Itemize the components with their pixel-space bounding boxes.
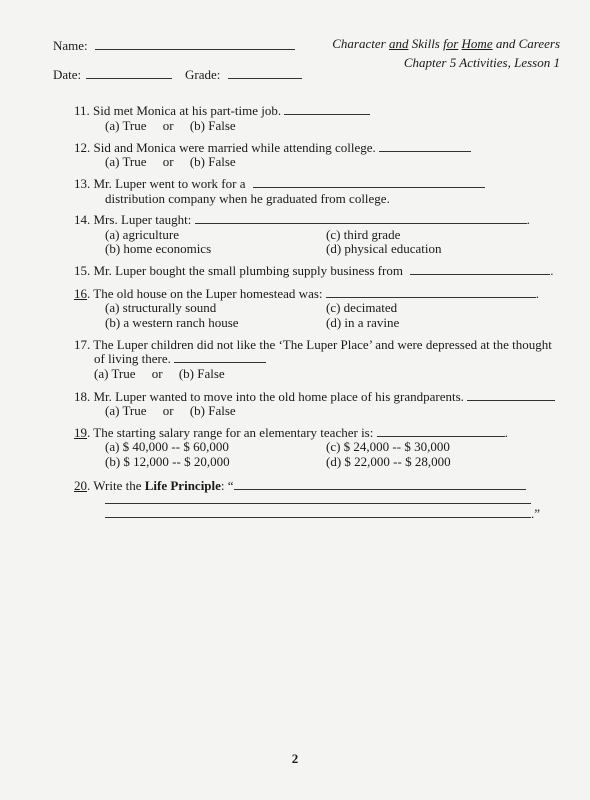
book-title	[332, 36, 560, 51]
question-12-options[interactable]: (a) True or (b) False	[105, 154, 236, 169]
question-11-options[interactable]: (a) True or (b) False	[105, 118, 236, 133]
book-title-word: Home	[461, 36, 493, 51]
question-text: . Write the	[87, 478, 142, 493]
question-20	[74, 478, 526, 493]
question-number: 11.	[74, 103, 90, 118]
question-17-options[interactable]: (a) True or (b) False	[94, 366, 225, 381]
question-13	[74, 176, 485, 191]
question-number: 18.	[74, 389, 91, 404]
question-text: Mr. Luper went to work for a	[93, 176, 246, 191]
question-number: 19	[74, 425, 87, 440]
question-text: . The starting salary range for an elementary teacher is:	[87, 425, 374, 440]
option-b[interactable]: (b) a western ranch house	[105, 315, 239, 330]
book-title-word: Skills	[411, 36, 440, 51]
option-c[interactable]: (c) $ 24,000 -- $ 30,000	[326, 439, 450, 454]
book-title-word: and	[388, 36, 409, 51]
option-d[interactable]: (d) physical education	[326, 241, 442, 256]
answer-blank[interactable]	[377, 425, 505, 437]
question-14	[74, 212, 530, 227]
period: .	[535, 286, 540, 301]
grade-label: Grade:	[185, 67, 221, 82]
question-number: 14.	[74, 212, 91, 227]
book-title-word: and	[495, 36, 516, 51]
answer-blank[interactable]	[410, 263, 550, 275]
question-text: : “	[220, 478, 234, 493]
option-b[interactable]: (b) $ 12,000 -- $ 20,000	[105, 454, 230, 469]
question-17-line2	[94, 351, 266, 366]
page-number: 2	[291, 751, 299, 766]
question-16	[74, 286, 539, 301]
question-15	[74, 263, 553, 278]
question-number: 20	[74, 478, 87, 493]
question-text: Mrs. Luper taught:	[93, 212, 192, 227]
name-label: Name:	[53, 38, 88, 53]
option-a[interactable]: (a) $ 40,000 -- $ 60,000	[105, 439, 229, 454]
question-number: 13.	[74, 176, 91, 191]
question-18	[74, 389, 555, 404]
question-text: Mr. Luper wanted to move into the old home place of his grandparents.	[93, 389, 464, 404]
answer-line-3[interactable]	[105, 506, 540, 521]
chapter-subtitle: Chapter 5 Activities, Lesson 1	[403, 55, 560, 70]
answer-blank[interactable]	[105, 492, 531, 504]
question-11	[74, 103, 370, 118]
question-text: Sid and Monica were married while attending college.	[93, 140, 376, 155]
question-text: Mr. Luper bought the small plumbing supply business from	[93, 263, 403, 278]
closing-quote: .”	[531, 506, 541, 521]
grade-blank[interactable]	[228, 67, 302, 79]
answer-blank[interactable]	[467, 389, 555, 401]
question-number: 17.	[74, 337, 91, 352]
date-field[interactable]	[53, 67, 172, 82]
date-label: Date:	[53, 67, 82, 82]
option-c[interactable]: (c) decimated	[326, 300, 398, 315]
option-a[interactable]: (a) agriculture	[105, 227, 179, 242]
period: .	[504, 425, 508, 440]
question-13-line2: distribution company when he graduated from college.	[105, 191, 390, 206]
date-blank[interactable]	[86, 67, 172, 79]
answer-blank[interactable]	[105, 506, 531, 518]
answer-blank[interactable]	[253, 176, 485, 188]
question-number: 15.	[74, 263, 91, 278]
option-d[interactable]: (d) in a ravine	[326, 315, 400, 330]
option-b[interactable]: (b) home economics	[105, 241, 212, 256]
book-title-word: for	[443, 36, 459, 51]
grade-field[interactable]	[185, 67, 302, 82]
name-field[interactable]	[53, 38, 295, 53]
question-number: 16	[74, 286, 87, 301]
answer-blank[interactable]	[379, 140, 471, 152]
option-c[interactable]: (c) third grade	[326, 227, 401, 242]
period: .	[526, 212, 530, 227]
answer-blank[interactable]	[326, 286, 536, 298]
answer-blank[interactable]	[174, 351, 266, 363]
question-12	[74, 140, 471, 155]
answer-blank[interactable]	[234, 478, 526, 490]
option-d[interactable]: (d) $ 22,000 -- $ 28,000	[326, 454, 451, 469]
question-text: of living there.	[94, 351, 171, 366]
period: .	[550, 263, 554, 278]
option-a[interactable]: (a) structurally sound	[105, 300, 217, 315]
question-18-options[interactable]: (a) True or (b) False	[105, 403, 236, 418]
answer-blank[interactable]	[284, 103, 370, 115]
question-text: . The old house on the Luper homestead was:	[87, 286, 323, 301]
question-19	[74, 425, 508, 440]
book-title-word: Careers	[518, 36, 560, 51]
question-17	[74, 337, 552, 352]
answer-line-2[interactable]	[105, 492, 531, 507]
question-number: 12.	[74, 140, 91, 155]
life-principle-label: Life Principle	[144, 478, 221, 493]
book-title-word: Character	[332, 36, 386, 51]
question-text: The Luper children did not like the ‘The Luper Place’ and were depressed at the thought	[93, 337, 552, 352]
name-blank[interactable]	[95, 38, 295, 50]
question-text: Sid met Monica at his part-time job.	[93, 103, 282, 118]
answer-blank[interactable]	[195, 212, 527, 224]
